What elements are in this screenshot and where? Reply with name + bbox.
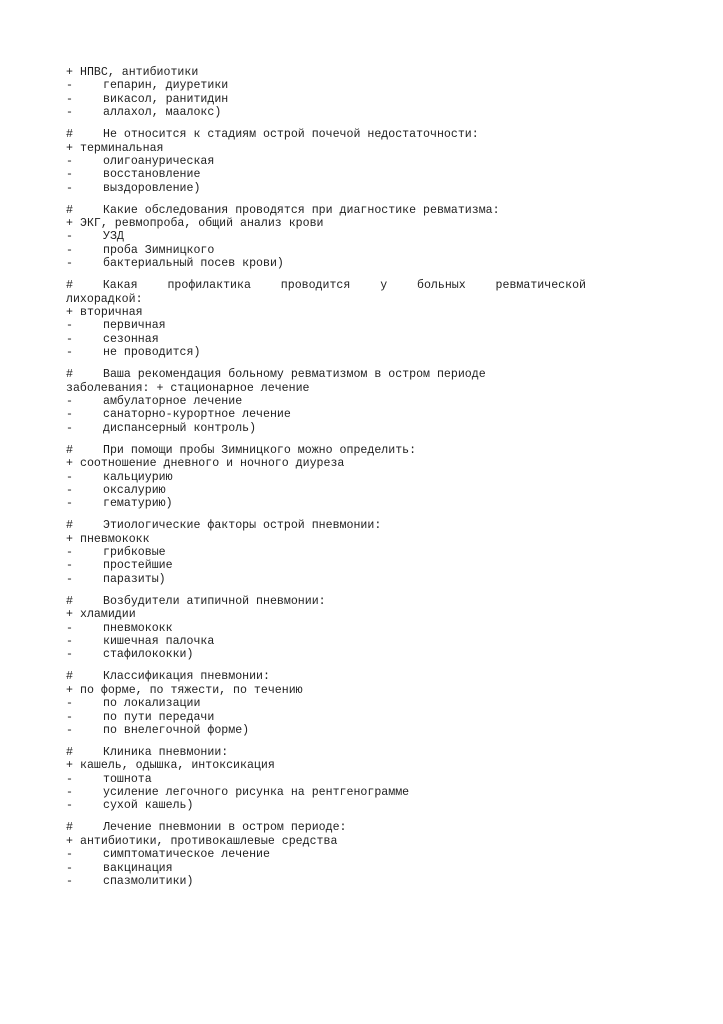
answer-option-marker: -: [66, 257, 73, 271]
answer-option-line: [66, 497, 586, 510]
correct-answer-marker: +: [66, 66, 73, 79]
answer-option-marker: -: [66, 421, 73, 435]
answer-option-marker: -: [66, 394, 73, 408]
answer-option-text: диспансерный контроль): [103, 421, 257, 435]
answer-option-line: [66, 848, 586, 861]
answer-option-marker: -: [66, 848, 73, 862]
answer-option-marker: -: [66, 346, 73, 360]
question-text: Классификация пневмонии:: [103, 670, 270, 684]
answer-option-line: [66, 484, 586, 497]
correct-answer-text: терминальная: [80, 141, 164, 155]
question-marker: #: [66, 821, 73, 835]
answer-option-text: по внелегочной форме): [103, 723, 250, 737]
question-line: [66, 444, 586, 457]
correct-answer-marker: +: [66, 759, 73, 773]
answer-option-marker: -: [66, 106, 73, 120]
answer-option-text: сухой кашель): [103, 799, 194, 813]
question-text: Какая профилактика проводится у больных ревматической: [102, 279, 586, 293]
answer-option-line: [66, 546, 586, 559]
answer-option-text: восстановление: [103, 168, 201, 182]
answer-option-text: гематурию): [103, 497, 173, 511]
question-text: Лечение пневмонии в остром периоде:: [103, 821, 347, 835]
correct-answer-text: пневмококк: [80, 532, 150, 546]
block-gap: [66, 271, 586, 280]
answer-option-text: по пути передачи: [103, 710, 215, 724]
answer-option-text: первичная: [103, 319, 166, 333]
correct-answer-line: [66, 835, 586, 848]
block-gap: [66, 662, 586, 671]
correct-answer-line: [66, 608, 586, 621]
answer-option-line: [66, 230, 586, 243]
answer-option-line: [66, 408, 586, 421]
answer-option-line: [66, 155, 586, 168]
question-line: [66, 595, 586, 608]
question-text: Ваша рекомендация больному ревматизмом в остром периоде: [103, 368, 486, 382]
question-marker: #: [66, 279, 73, 293]
answer-option-marker: -: [66, 181, 73, 195]
correct-answer-text: кашель, одышка, интоксикация: [80, 759, 275, 773]
correct-answer-marker: +: [66, 683, 73, 697]
answer-option-line: [66, 697, 586, 710]
correct-answer-line: [66, 142, 586, 155]
block-gap: [66, 435, 586, 444]
answer-option-text: спазмолитики): [103, 875, 194, 889]
answer-option-text: бактериальный посев крови): [103, 257, 284, 271]
block-gap: [66, 511, 586, 520]
block-gap: [66, 120, 586, 129]
answer-option-line: [66, 333, 586, 346]
answer-option-marker: -: [66, 621, 73, 635]
block-gap: [66, 737, 586, 746]
correct-answer-line: [66, 217, 586, 230]
answer-option-text: стафилококки): [103, 648, 194, 662]
correct-answer-marker: +: [66, 457, 73, 471]
answer-option-marker: -: [66, 92, 73, 106]
answer-option-text: паразиты): [103, 572, 166, 586]
answer-option-line: [66, 422, 586, 435]
answer-option-text: сезонная: [103, 332, 159, 346]
question-continuation: [66, 382, 586, 395]
question-text: Не относится к стадиям острой почечой недостаточности:: [103, 128, 479, 142]
question-continuation: [66, 293, 586, 306]
answer-option-marker: -: [66, 772, 73, 786]
answer-option-line: [66, 648, 586, 661]
question-line: [66, 746, 586, 759]
correct-answer-text: ЭКГ, ревмопроба, общий анализ крови: [80, 217, 324, 231]
answer-option-text: санаторно-курортное лечение: [103, 408, 291, 422]
answer-option-line: [66, 786, 586, 799]
answer-option-line: [66, 875, 586, 888]
block-gap: [66, 360, 586, 369]
answer-option-line: [66, 182, 586, 195]
correct-answer-marker: +: [66, 608, 73, 622]
correct-answer-text: соотношение дневного и ночного диуреза: [80, 457, 345, 471]
line-text: заболевания: + стационарное лечение: [66, 381, 310, 395]
answer-option-marker: -: [66, 332, 73, 346]
answer-option-line: [66, 244, 586, 257]
question-marker: #: [66, 443, 73, 457]
answer-option-line: [66, 168, 586, 181]
question-text: Клиника пневмонии:: [103, 745, 229, 759]
answer-option-line: [66, 862, 586, 875]
answer-option-line: [66, 635, 586, 648]
question-marker: #: [66, 594, 73, 608]
correct-answer-marker: +: [66, 141, 73, 155]
answer-option-line: [66, 711, 586, 724]
correct-answer-line: [66, 306, 586, 319]
answer-option-text: простейшие: [103, 559, 173, 573]
answer-option-line: [66, 319, 586, 332]
question-line: [66, 519, 586, 532]
answer-option-marker: -: [66, 875, 73, 889]
answer-option-line: [66, 773, 586, 786]
answer-option-marker: -: [66, 786, 73, 800]
answer-option-line: [66, 395, 586, 408]
answer-option-text: по локализации: [103, 697, 201, 711]
answer-option-line: [66, 799, 586, 812]
answer-option-marker: -: [66, 319, 73, 333]
correct-answer-marker: +: [66, 217, 73, 231]
answer-option-text: викасол, ранитидин: [103, 92, 229, 106]
answer-option-text: не проводится): [103, 346, 201, 360]
answer-option-marker: -: [66, 243, 73, 257]
answer-option-text: оксалурию: [103, 483, 166, 497]
answer-option-text: выздоровление): [103, 181, 201, 195]
question-line: [66, 279, 586, 292]
answer-option-marker: -: [66, 697, 73, 711]
answer-option-marker: -: [66, 408, 73, 422]
correct-answer-marker: +: [66, 306, 73, 320]
question-marker: #: [66, 670, 73, 684]
answer-option-text: олигоанурическая: [103, 154, 215, 168]
question-marker: #: [66, 745, 73, 759]
question-marker: #: [66, 519, 73, 533]
question-line: [66, 821, 586, 834]
answer-option-text: грибковые: [103, 546, 166, 560]
answer-option-text: гепарин, диуретики: [103, 79, 229, 93]
answer-option-line: [66, 257, 586, 270]
correct-answer-text: хламидии: [80, 608, 136, 622]
question-marker: #: [66, 203, 73, 217]
block-gap: [66, 195, 586, 204]
line-text: лихорадкой:: [66, 292, 143, 306]
question-text: При помощи пробы Зимницкого можно определить:: [103, 443, 417, 457]
answer-option-text: вакцинация: [103, 861, 173, 875]
answer-option-marker: -: [66, 648, 73, 662]
question-text: Какие обследования проводятся при диагностике ревматизма:: [103, 203, 500, 217]
correct-answer-text: НПВС, антибиотики: [80, 66, 199, 79]
answer-option-line: [66, 559, 586, 572]
answer-option-marker: -: [66, 799, 73, 813]
correct-answer-text: антибиотики, противокашлевые средства: [80, 834, 338, 848]
answer-option-text: кальциурию: [103, 470, 173, 484]
question-line: [66, 204, 586, 217]
answer-option-line: [66, 724, 586, 737]
answer-option-line: [66, 346, 586, 359]
block-gap: [66, 813, 586, 822]
question-line: [66, 670, 586, 683]
question-line: [66, 128, 586, 141]
answer-option-line: [66, 106, 586, 119]
correct-answer-text: по форме, по тяжести, по течению: [80, 683, 303, 697]
correct-answer-marker: +: [66, 532, 73, 546]
answer-option-marker: -: [66, 79, 73, 93]
answer-option-text: кишечная палочка: [103, 635, 215, 648]
answer-option-marker: -: [66, 470, 73, 484]
answer-option-text: амбулаторное лечение: [103, 394, 243, 408]
correct-answer-line: [66, 66, 586, 79]
correct-answer-line: [66, 759, 586, 772]
answer-option-marker: -: [66, 546, 73, 560]
answer-option-text: аллахол, маалокс): [103, 106, 222, 120]
question-marker: #: [66, 128, 73, 142]
answer-option-text: тошнота: [103, 772, 152, 786]
answer-option-line: [66, 573, 586, 586]
answer-option-marker: -: [66, 559, 73, 573]
answer-option-text: симптоматическое лечение: [103, 848, 270, 862]
answer-option-marker: -: [66, 168, 73, 182]
answer-option-marker: -: [66, 230, 73, 244]
answer-option-marker: -: [66, 154, 73, 168]
correct-answer-line: [66, 533, 586, 546]
correct-answer-marker: +: [66, 834, 73, 848]
question-text: Возбудители атипичной пневмонии:: [103, 594, 326, 608]
question-marker: #: [66, 368, 73, 382]
answer-option-line: [66, 622, 586, 635]
answer-option-line: [66, 93, 586, 106]
question-text: Этиологические факторы острой пневмонии:: [103, 519, 382, 533]
block-gap: [66, 586, 586, 595]
answer-option-marker: -: [66, 483, 73, 497]
answer-option-marker: -: [66, 861, 73, 875]
correct-answer-line: [66, 457, 586, 470]
answer-option-marker: -: [66, 497, 73, 511]
answer-option-marker: -: [66, 723, 73, 737]
answer-option-text: пневмококк: [103, 621, 173, 635]
answer-option-text: проба Зимницкого: [103, 243, 215, 257]
answer-option-text: УЗД: [103, 230, 124, 244]
correct-answer-line: [66, 684, 586, 697]
answer-option-line: [66, 471, 586, 484]
answer-option-line: [66, 79, 586, 92]
answer-option-text: усиление легочного рисунка на рентгенограмме: [103, 786, 410, 800]
question-line: [66, 368, 586, 381]
answer-option-marker: -: [66, 572, 73, 586]
answer-option-marker: -: [66, 635, 73, 648]
correct-answer-text: вторичная: [80, 306, 143, 320]
document-body: [66, 66, 586, 888]
answer-option-marker: -: [66, 710, 73, 724]
